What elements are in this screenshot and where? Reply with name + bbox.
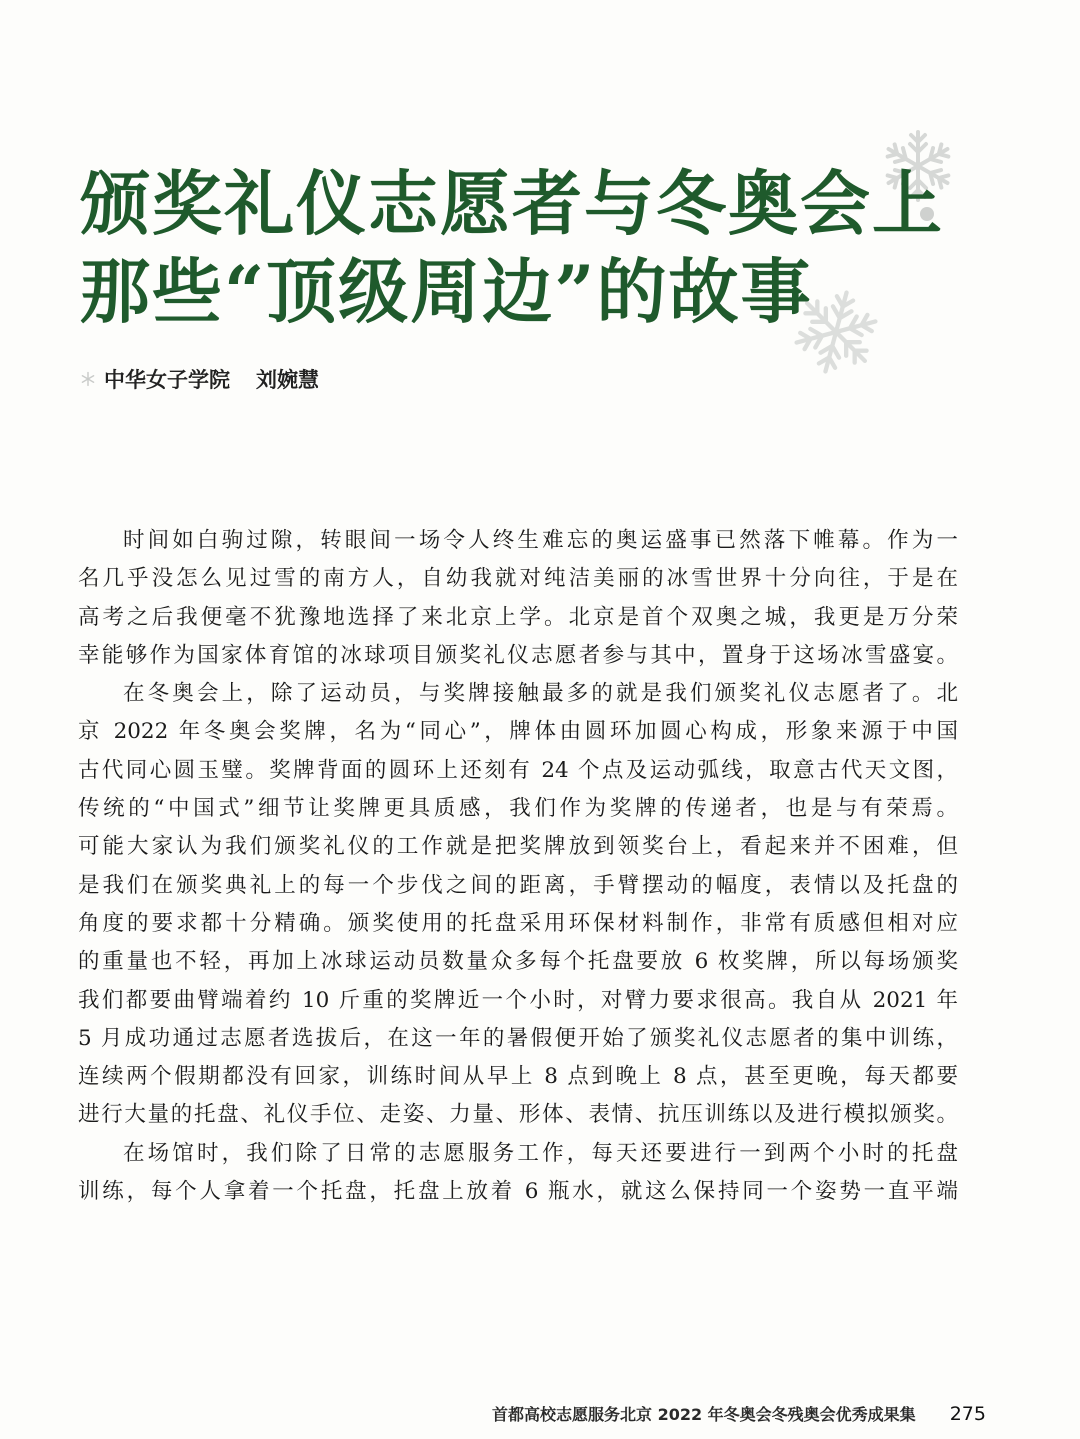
text-line: 连续两个假期都没有回家，训练时间从早上 8 点到晚上 8 点，甚至更晚，每天都要 — [78, 1064, 958, 1090]
text-line: 可能大家认为我们颁奖礼仪的工作就是把奖牌放到领奖台上，看起来并不困难，但 — [78, 834, 958, 860]
text-line: 进行大量的托盘、礼仪手位、走姿、力量、形体、表情、抗压训练以及进行模拟颁奖。 — [78, 1102, 958, 1128]
text-line: 高考之后我便毫不犹豫地选择了来北京上学。北京是首个双奥之城，我更是万分荣 — [78, 604, 958, 630]
text-line: 传统的“中国式”细节让奖牌更具质感，我们作为奖牌的传递者，也是与有荣焉。 — [78, 796, 958, 822]
text-line: 时间如白驹过隙，转眼间一场令人终生难忘的奥运盛事已然落下帷幕。作为一 — [123, 528, 958, 553]
paragraph — [78, 1135, 958, 1212]
text-line: 角度的要求都十分精确。颁奖使用的托盘采用环保材料制作，非常有质感但相对应 — [78, 910, 958, 936]
text-line: 是我们在颁奖典礼上的每一个步伐之间的距离，手臂摆动的幅度，表情以及托盘的 — [78, 872, 958, 898]
text-line: 古代同心圆玉璧。奖牌背面的圆环上还刻有 24 个点及运动弧线，取意古代天文图， — [78, 757, 958, 783]
paragraph — [78, 675, 958, 1135]
page-footer — [492, 1402, 986, 1425]
text-line: 5 月成功通过志愿者选拔后，在这一年的暑假便开始了颁奖礼仪志愿者的集中训练， — [78, 1025, 958, 1051]
text-line: 在场馆时，我们除了日常的志愿服务工作，每天还要进行一到两个小时的托盘 — [123, 1140, 958, 1166]
text-line: 我们都要曲臂端着约 10 斤重的奖牌近一个小时，对臂力要求很高。我自从 2021 年 — [78, 987, 958, 1013]
text-line: 的重量也不轻，再加上冰球运动员数量众多每个托盘要放 6 枚奖牌，所以每场颁奖 — [78, 949, 958, 975]
text-line: 在冬奥会上，除了运动员，与奖牌接触最多的就是我们颁奖礼仪志愿者了。北 — [123, 681, 958, 707]
title-line: 颁奖礼仪志愿者与冬奥会上 — [80, 162, 944, 245]
text-line: 幸能够作为国家体育馆的冰球项目颁奖礼仪志愿者参与其中，置身于这场冰雪盛宴。 — [78, 642, 958, 668]
article-body — [78, 522, 958, 1211]
author-name: 刘婉慧 — [256, 368, 319, 392]
paragraph — [78, 522, 958, 675]
title-line: 那些“顶级周边”的故事 — [80, 250, 813, 333]
byline — [80, 364, 319, 394]
text-line: 训练，每个人拿着一个托盘，托盘上放着 6 瓶水，就这么保持同一个姿势一直平端 — [78, 1179, 958, 1205]
text-line: 名几乎没怎么见过雪的南方人，自幼我就对纯洁美丽的冰雪世界十分向往，于是在 — [78, 566, 958, 592]
snowflake-icon — [80, 371, 96, 387]
text-line: 京 2022 年冬奥会奖牌，名为“同心”，牌体由圆环加圆心构成，形象来源于中国 — [78, 719, 958, 745]
article-title — [80, 160, 944, 336]
publication-title: 首都高校志愿服务北京 2022 年冬奥会冬残奥会优秀成果集 — [492, 1405, 916, 1424]
page-number: 275 — [949, 1403, 986, 1425]
author-institution: 中华女子学院 — [104, 368, 230, 392]
